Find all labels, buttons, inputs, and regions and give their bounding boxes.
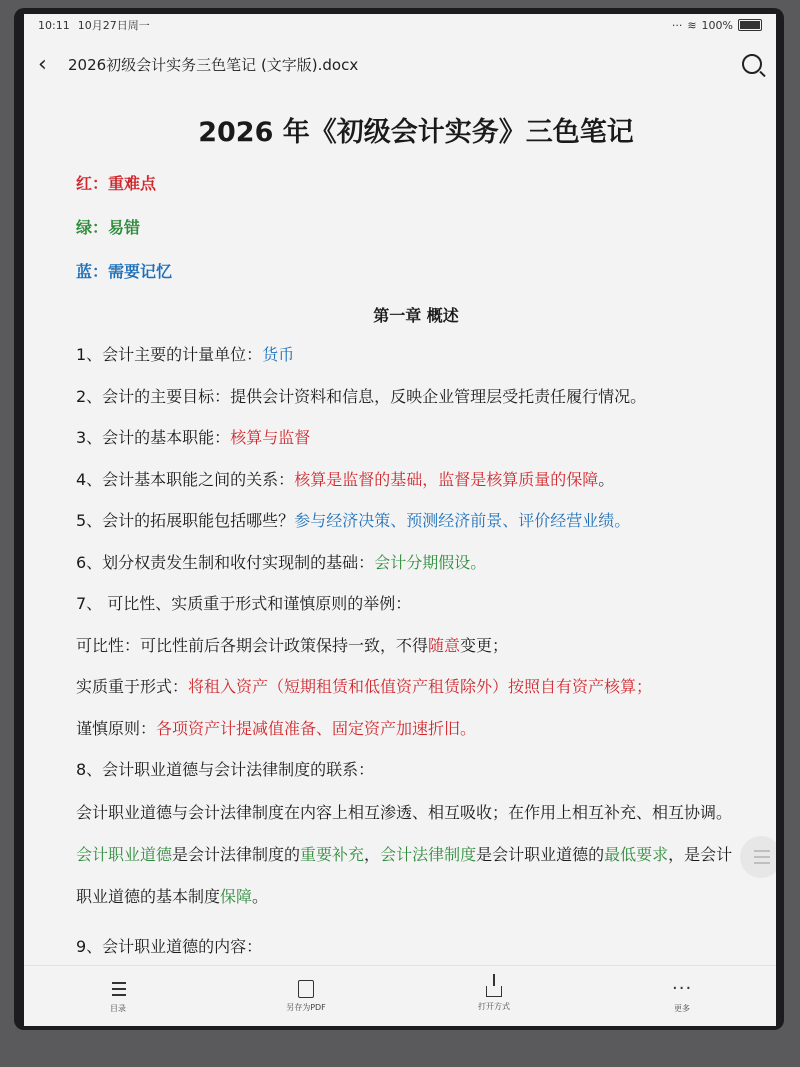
note-line-10 bbox=[76, 718, 756, 740]
note-highlight: 参与经济决策、预测经济前景、评价经营业绩 bbox=[294, 511, 615, 530]
para-text: ，是会计职业道德的基本制度 bbox=[76, 844, 733, 906]
note-text: 3、会计的基本职能： bbox=[76, 428, 231, 447]
note-text: 2、会计的主要目标：提供会计资料和信息，反映企业管理层受托责任履行情况。 bbox=[76, 386, 647, 406]
note-highlight: 核算与监督 bbox=[230, 428, 311, 447]
note-line-5 bbox=[76, 510, 756, 532]
chapter-heading: 第一章 概述 bbox=[373, 306, 459, 325]
note-text: 8、会计职业道德与会计法律制度的联系： bbox=[76, 760, 375, 779]
legend-prefix: 绿： bbox=[76, 218, 109, 237]
note-text: 。 bbox=[598, 469, 615, 489]
note-line-1 bbox=[76, 344, 756, 366]
note-paragraph bbox=[76, 792, 748, 918]
legend-prefix: 蓝： bbox=[76, 262, 109, 281]
note-line-2 bbox=[76, 386, 756, 408]
battery-level: 100% bbox=[701, 18, 733, 32]
pdf-icon bbox=[298, 980, 314, 998]
share-icon bbox=[486, 986, 502, 997]
legend-text: 易错 bbox=[108, 218, 141, 237]
document-body bbox=[76, 98, 756, 977]
search-icon[interactable] bbox=[742, 54, 762, 74]
back-icon[interactable]: ‹ bbox=[38, 51, 47, 77]
note-highlight: 各项资产计提减值准备、固定资产加速折旧 bbox=[156, 718, 461, 738]
more-label: 更多 bbox=[674, 1003, 690, 1013]
status-date: 10月27日周一 bbox=[77, 19, 150, 32]
document-header bbox=[24, 44, 776, 84]
legend-text: 需要记忆 bbox=[108, 262, 173, 281]
para-highlight: 保障 bbox=[220, 886, 253, 906]
more-button[interactable] bbox=[622, 979, 742, 1014]
note-highlight: 将租入资产（短期租赁和低值资产租赁除外）按照自有资产核算； bbox=[188, 677, 653, 696]
status-right bbox=[672, 19, 762, 32]
para-highlight: 会计职业道德 bbox=[76, 844, 173, 864]
para-text: 是会计职业道德的 bbox=[476, 844, 605, 864]
floating-menu-button[interactable] bbox=[740, 836, 776, 878]
note-line-9 bbox=[76, 676, 756, 698]
note-line-4 bbox=[76, 469, 756, 491]
note-text: 可比性：可比性前后各期会计政策保持一致，不得 bbox=[76, 635, 429, 655]
legend-red bbox=[76, 171, 756, 191]
note-highlight: 会计分期假设 bbox=[374, 552, 471, 572]
screen bbox=[24, 14, 776, 1026]
legend-blue bbox=[76, 259, 756, 279]
battery-icon bbox=[738, 19, 762, 31]
tablet-frame bbox=[14, 8, 784, 1030]
dots-icon: ··· bbox=[671, 18, 683, 32]
para-text: 是会计法律制度的 bbox=[172, 844, 301, 864]
para-text: 。 bbox=[252, 886, 269, 906]
note-text: 。 bbox=[460, 718, 477, 738]
list-icon bbox=[108, 979, 128, 999]
note-line-8 bbox=[76, 635, 756, 657]
status-time: 10:11 bbox=[38, 18, 70, 32]
note-text: 5、会计的拓展职能包括哪些？ bbox=[76, 511, 295, 530]
para-text: 会计职业道德与会计法律制度在内容上相互渗透、相互吸收；在作用上相互补充、相互协调。 bbox=[76, 802, 733, 822]
save-pdf-button[interactable] bbox=[246, 980, 366, 1013]
para-text: ， bbox=[364, 844, 381, 864]
para-highlight: 重要补充 bbox=[300, 844, 365, 864]
toc-button[interactable] bbox=[58, 979, 178, 1014]
wifi-icon: ≋ bbox=[687, 18, 697, 32]
note-line-11 bbox=[76, 759, 756, 781]
para-highlight: 最低要求 bbox=[604, 844, 669, 864]
note-line-3 bbox=[76, 427, 756, 449]
note-highlight: 核算是监督的基础，监督是核算质量的保障 bbox=[294, 469, 599, 489]
note-text: 实质重于形式： bbox=[76, 677, 189, 696]
open-with-label: 打开方式 bbox=[478, 1002, 510, 1011]
note-line-12 bbox=[76, 936, 756, 958]
note-text: 6、划分权责发生制和收付实现制的基础： bbox=[76, 552, 375, 572]
note-line-7 bbox=[76, 593, 756, 615]
status-bar bbox=[24, 14, 776, 36]
bottom-toolbar bbox=[24, 965, 776, 1026]
note-text: 。 bbox=[614, 511, 631, 530]
legend-green bbox=[76, 215, 756, 235]
note-text: 。 bbox=[470, 552, 487, 572]
legend-text: 重难点 bbox=[108, 174, 157, 193]
document-title: 2026 年《初级会计实务》三色笔记 bbox=[198, 117, 634, 148]
note-text: 9、会计职业道德的内容： bbox=[76, 936, 263, 956]
save-pdf-label: 另存为PDF bbox=[286, 1002, 326, 1012]
file-name: 2026初级会计实务三色笔记 (文字版).docx bbox=[68, 55, 359, 74]
para-highlight: 会计法律制度 bbox=[380, 844, 477, 864]
note-highlight: 货币 bbox=[262, 345, 295, 364]
more-icon: ··· bbox=[672, 977, 693, 999]
legend-prefix: 红： bbox=[76, 174, 109, 193]
open-with-button[interactable] bbox=[434, 980, 554, 1012]
toc-label: 目录 bbox=[110, 1003, 126, 1013]
note-text: 谨慎原则： bbox=[76, 718, 157, 738]
note-text: 4、会计基本职能之间的关系： bbox=[76, 469, 295, 489]
note-line-6 bbox=[76, 552, 756, 574]
note-text: 1、会计主要的计量单位： bbox=[76, 345, 263, 364]
note-highlight: 随意 bbox=[428, 635, 461, 655]
note-text: 7、 可比性、实质重于形式和谨慎原则的举例： bbox=[76, 594, 412, 613]
note-text: 变更； bbox=[460, 635, 509, 655]
